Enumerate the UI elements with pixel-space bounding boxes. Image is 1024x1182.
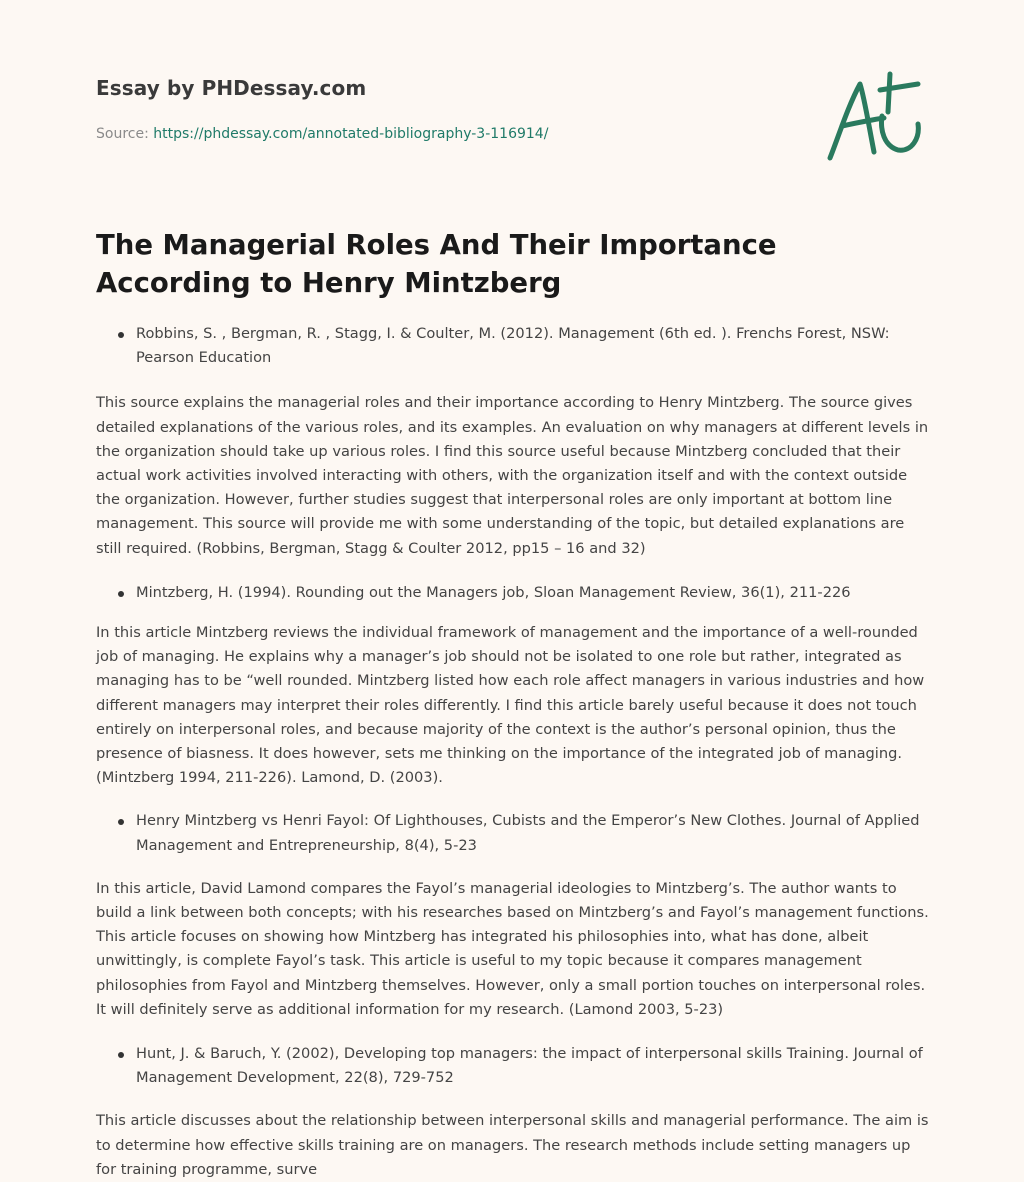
reference-item: Hunt, J. & Baruch, Y. (2002), Developing top managers: the impact of interpersonal skills Training. Journal of Management Development, 22(8), 729-752 (96, 1042, 932, 1090)
body-paragraph: This source explains the managerial roles and their importance according to Henry Mintzberg. The source gives detailed explanations of the various roles, and its examples. An evaluation on why managers at different levels in the organization should take up various roles. I find this source useful because Mintzberg concluded that their actual work activities involved interacting with others, with the organization itself and with the context outside the organization. However, further studies suggest that interpersonal roles are only important at bottom line management. This source will provide me with some understanding of the topic, but detailed explanations are still required. (Robbins, Bergman, Stagg & Coulter 2012, pp15 – 16 and 32) (96, 394, 929, 557)
reference-list (96, 322, 932, 370)
body-paragraph: In this article Mintzberg reviews the individual framework of management and the importance of a well-rounded job of managing. He explains why a manager’s job should not be isolated to one role but rather, integrated as managing has to be “well rounded. Mintzberg listed how each role affect managers in various industries and how different managers may interpret their roles differently. I find this article barely useful because it does not touch entirely on interpersonal roles, and because majority of the context is the author’s personal opinion, thus the presence of biasness. It does however, sets me thinking on the importance of the integrated job of managing. (Mintzberg 1994, 211-226). Lamond, D. (2003). (96, 624, 925, 787)
essay-body (96, 322, 932, 1182)
reference-item: Mintzberg, H. (1994). Rounding out the Managers job, Sloan Management Review, 36(1), 211-226 (96, 581, 932, 605)
reference-item: Henry Mintzberg vs Henri Fayol: Of Lighthouses, Cubists and the Emperor’s New Clothes. Journal of Applied Management and Entrepreneurship, 8(4), 5-23 (96, 809, 932, 857)
reference-list (96, 809, 932, 857)
reference-list (96, 581, 932, 605)
source-label: Source: (96, 126, 149, 142)
site-brand: Essay by PHDessay.com (96, 76, 367, 100)
essay-title: The Managerial Roles And Their Importance According to Henry Mintzberg (96, 229, 777, 299)
body-paragraph: This article discusses about the relationship between interpersonal skills and managerial performance. The aim is to determine how effective skills training are on managers. The research methods include setting managers up for training programme, surve (96, 1112, 929, 1178)
reference-list (96, 1042, 932, 1090)
reference-item: Robbins, S. , Bergman, R. , Stagg, I. & Coulter, M. (2012). Management (6th ed. ). Frenchs Forest, NSW: Pearson Education (96, 322, 932, 370)
a-plus-logo-icon (818, 66, 930, 166)
source-line (96, 126, 548, 142)
body-paragraph: In this article, David Lamond compares the Fayol’s managerial ideologies to Mintzberg’s. The author wants to build a link between both concepts; with his researches based on Mintzberg’s and Fayol’s management functions. This article focuses on showing how Mintzberg has integrated his philosophies into, what has done, albeit unwittingly, is complete Fayol’s task. This article is useful to my topic because it compares management philosophies from Fayol and Mintzberg themselves. However, only a small portion touches on interpersonal roles. It will definitely serve as additional information for my research. (Lamond 2003, 5-23) (96, 879, 929, 1018)
source-link[interactable]: https://phdessay.com/annotated-bibliography-3-116914/ (153, 126, 549, 142)
page-header (96, 76, 928, 142)
